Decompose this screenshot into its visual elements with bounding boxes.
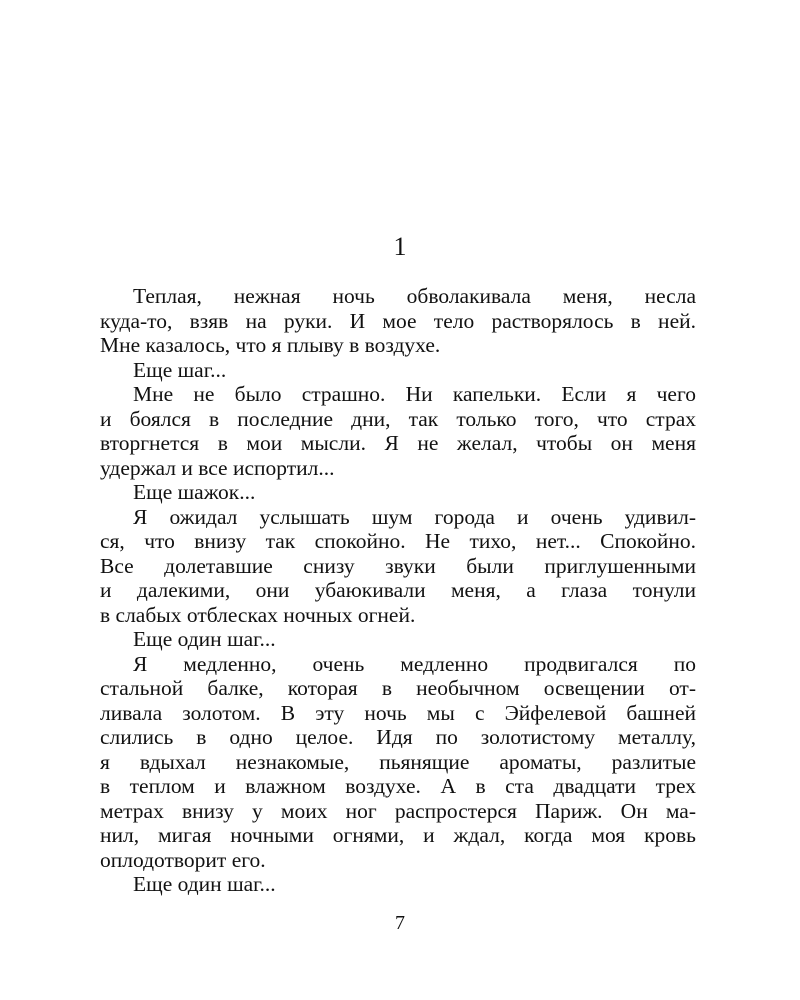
text-line: в теплом и влажном воздухе. А в ста двадцати трех bbox=[100, 774, 696, 798]
text-line: стальной балке, которая в необычном освещении от- bbox=[100, 676, 696, 700]
text-line: Все долетавшие снизу звуки были приглушенными bbox=[100, 553, 696, 578]
text-line: Еще один шаг... bbox=[133, 872, 276, 896]
text-line: и далекими, они убаюкивали меня, а глаза тонули bbox=[100, 578, 696, 602]
text-line: в слабых отблесках ночных огней. bbox=[100, 602, 416, 627]
text-line: Мне казалось, что я плыву в воздухе. bbox=[100, 333, 441, 357]
text-line: и боялся в последние дни, так только того, что страх bbox=[100, 406, 696, 431]
text-line: нил, мигая ночными огнями, и ждал, когда моя кровь bbox=[100, 823, 696, 847]
text-line: метрах внизу у моих ног распростерся Париж. Он ма- bbox=[100, 798, 696, 823]
text-line: ся, что внизу так спокойно. Не тихо, нет... Спокойно. bbox=[100, 529, 696, 553]
text-line: удержал и все испортил... bbox=[100, 455, 335, 480]
text-line: оплодотворит его. bbox=[100, 847, 266, 872]
text-line: Еще шажок... bbox=[133, 480, 256, 504]
text-line: я вдыхал незнакомые, пьянящие ароматы, разлитые bbox=[100, 749, 696, 774]
text-line: ливала золотом. В эту ночь мы с Эйфелевой башней bbox=[100, 700, 696, 725]
chapter-number: 1 bbox=[393, 232, 407, 261]
text-line: Я ожидал услышать шум города и очень удивил- bbox=[133, 504, 696, 529]
text-line: вторгнется в мои мысли. Я не желал, чтобы он меня bbox=[100, 431, 696, 455]
text-line: Я медленно, очень медленно продвигался по bbox=[133, 651, 696, 676]
body-text bbox=[100, 284, 696, 897]
text-line: Еще один шаг... bbox=[133, 627, 276, 651]
text-line: Еще шаг... bbox=[133, 357, 227, 382]
text-line: Мне не было страшно. Ни капельки. Если я чего bbox=[133, 382, 696, 406]
text-line: Теплая, нежная ночь обволакивала меня, несла bbox=[133, 284, 696, 308]
text-line: слились в одно целое. Идя по золотистому металлу, bbox=[100, 725, 696, 749]
page-number: 7 bbox=[395, 912, 405, 934]
text-line: куда-то, взяв на руки. И мое тело растворялось в ней. bbox=[100, 308, 696, 333]
